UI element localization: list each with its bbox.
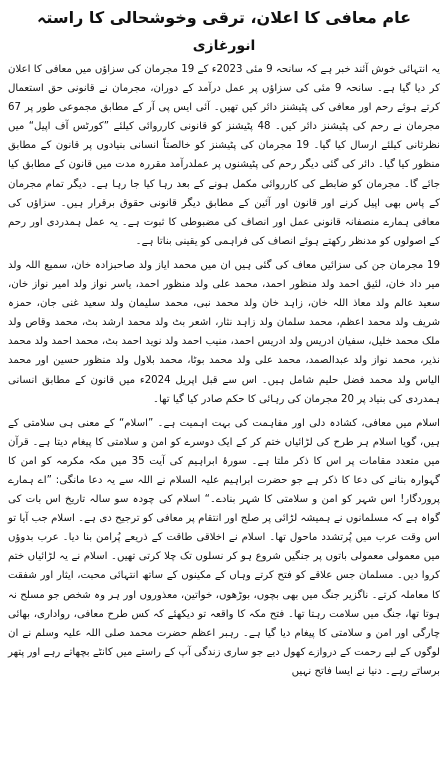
article-paragraph-2: 19 مجرمان جن کی سزائیں معاف کی گئی ہیں ان میں محمد ایاز ولد صاحبزادہ خان، سمیع اللہ ولد میر داد خان، لئیق احمد ولد منظور احمد، محمد علی ولد منظور احمد، یاسر نواز ولد امیر نواز خان، سعید عالم ولد معاذ اللہ خان، زاہد خان ولد محمد نبی، محمد سلیمان ولد سعید غنی جان، حمزہ شریف ولد محمد اعظم، محمد سلمان ولد زاہد نثار، اشعر بٹ ولد محمد ارشد بٹ، محمد وقاص ولد ملک محمد خلیل، سفیان ادریس ولد ادریس احمد، منیب احمد ولد نوید احمد بٹ، محمد احمد ولد محمد نذیر، محمد نواز ولد عبدالصمد، محمد علی ولد محمد بوٹا، محمد بلاول ولد منظور حسین اور محمد الیاس ولد محمد فضل حلیم شامل ہیں۔ اس سے قبل اپریل 2024ء میں قانون کے مطابق انسانی ہمدردی کی بنیاد پر 20 مجرمان کی رہائی کا حکم صادر کیا گیا تھا۔ <box>8 259 441 405</box>
article-paragraph-1: یہ انتہائی خوش آئند خبر ہے کہ سانحہ 9 مئی 2023ء کے 19 مجرمان کی سزاؤں میں معافی کا اعلان کر دیا گیا ہے۔ سانحہ 9 مئی کی سزاؤں پر عمل درآمد کے دوران، مجرمان نے قانونی حق استعمال کرتے ہوئے رحم اور معافی کی پٹیشنز دائر کیں تھیں۔ آئی ایس پی آر کے مطابق مجموعی طور پر 67 مجرمان نے رحم کی پٹیشنز دائر کیں۔ 48 پٹیشنز کو قانونی کارروائی کیلئے ”کورٹس آف اپیل“ میں نظرثانی کیلئے ارسال کیا گیا۔ 19 مجرمان کی پٹیشنز کو خالصتاً انسانی بنیادوں پر قانون کے مطابق منظور کیا گیا۔ دائر کی گئی دیگر رحم کی پٹیشنوں پر عملدرآمد مقررہ مدت میں قانون کے مطابق کیا جائے گا۔ مجرمان کو ضابطے کی کارروائی مکمل ہونے کے بعد رہا کیا جا رہا ہے۔ دیگر تمام مجرمان کے پاس بھی اپیل کرنے اور قانون اور آئین کے مطابق دیگر قانونی حقوق برقرار ہیں۔ سزاؤں کی معافی ہمارے منصفانہ قانونی عمل اور انصاف کی مضبوطی کا ثبوت ہے۔ یہ عمل ہمدردی اور رحم کے اصولوں کو مدنظر رکھتے ہوئے انصاف کی فراہمی کو یقینی بناتا ہے۔ <box>8 64 441 247</box>
article-paragraph-3: اسلام میں معافی، کشادہ دلی اور مفاہمت کی بہت اہمیت ہے۔ ”اسلام“ کے معنی ہی سلامتی کے ہیں، گویا اسلام ہر طرح کی لڑائیاں ختم کر کے ایک دوسرے کو امن و سلامتی کا پیغام دیتا ہے۔ قرآن میں متعدد مقامات پر اس کا ذکر ملتا ہے۔ سورۂ ابراہیم کی آیت 35 میں مکہ مکرمہ کو امن کا گہوارہ بنانے کی دعا کا ذکر ہے جو حضرت ابراہیم علیہ السلام نے اللہ سے یہ دعا مانگی: ”اے ہمارے پروردگار! اس شہر کو امن و سلامتی کا شہر بنادے۔“ اسلام کی چودہ سو سالہ تاریخ اس بات کی گواہ ہے کہ مسلمانوں نے ہمیشہ لڑائی پر صلح اور انتقام پر معافی کو ترجیح دی ہے۔ اسلام جب آیا تو اس وقت عرب میں پُرتشدد ماحول تھا۔ اسلام نے اخلاقی طاقت کے ذریعے پُرامن بنا دیا۔ عرب بدوؤں میں معمولی معمولی باتوں پر جنگیں شروع ہو کر نسلوں تک چلا کرتی تھیں۔ اسلام نے یہ لڑائیاں ختم کروا دیں۔ مسلمان جس علاقے کو فتح کرتے وہاں کے مکینوں کے ساتھ انتہائی محبت، ایثار اور شفقت کا معاملہ کرتے۔ ناگزیر جنگ میں بھی بچوں، بوڑھوں، خواتین، معذوروں اور ہر وہ شخص جو مسلح نہ ہوتا تھا، جنگ میں سلامت رہتا تھا۔ فتح مکہ کا واقعہ تو دیکھئے کہ کس طرح معافی، رواداری، بھائی چارگی اور امن و سلامتی کا پیغام دیا گیا ہے۔ رہبر اعظم حضرت محمد صلی اللہ علیہ وسلم نے ان لوگوں کے لیے رحمت کے دروازے کھول دیے جو ساری زندگی آپ کے راستے میں کانٹے بچھاتے رہے اور پتھر برساتے رہے۔ دنیا نے ایسا فاتح نہیں <box>8 417 440 677</box>
article-headline: عام معافی کا اعلان، ترقی وخوشحالی کا راستہ <box>36 8 412 27</box>
article-byline: انورغازی <box>192 38 256 54</box>
